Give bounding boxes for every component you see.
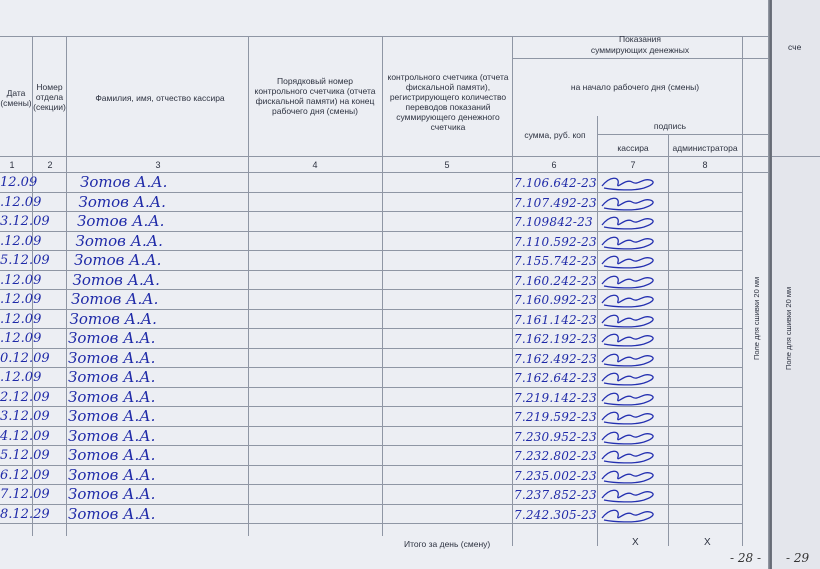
row-amount: 7.235.002-23	[514, 469, 597, 483]
row-date: .12.09	[0, 331, 42, 346]
row-amount: 7.160.992-23	[514, 293, 597, 307]
row-amount: 7.232.802-23	[514, 449, 597, 463]
row-date: 7.12.09	[0, 487, 50, 502]
row-cashier-name: Зотов А.А.	[69, 310, 157, 328]
row-amount: 7.162.642-23	[514, 371, 597, 385]
row-date: 8.12.29	[0, 507, 50, 522]
row-date: .12.09	[0, 312, 42, 327]
row-cashier-name: Зотов А.А.	[68, 329, 156, 347]
row-cashier-name: Зотов А.А.	[78, 193, 166, 211]
next-page-line	[772, 156, 820, 157]
row-cashier-name: Зотов А.А.	[68, 446, 156, 464]
total-x-cashier: Х	[632, 537, 639, 548]
binding-label-2: Поле для сшивки 20 мм	[784, 286, 793, 370]
header-counter-transfer: контрольного счетчика (отчета фискальной памяти), регистрирующего количество переводов показаний суммирующего денежного счетчика	[387, 72, 509, 132]
row-cashier-name: Зотов А.А.	[68, 427, 156, 445]
row-cashier-name: Зотов А.А.	[68, 388, 156, 406]
row-date: .12.09	[0, 292, 42, 307]
row-date: 0.12.09	[0, 351, 50, 366]
row-date: .12.09	[0, 370, 42, 385]
header-bottom-line	[0, 156, 770, 157]
row-cashier-name: Зотов А.А.	[68, 368, 156, 386]
page-number-left: - 28 -	[730, 551, 762, 565]
row-cashier-signature	[600, 406, 658, 428]
row-date: 2.12.09	[0, 390, 50, 405]
row-date: .12.09	[0, 195, 42, 210]
header-readings-title: Показания	[618, 34, 662, 44]
row-cashier-signature	[600, 289, 658, 311]
col-divider-3	[248, 36, 249, 536]
row-amount: 7.160.242-23	[514, 274, 597, 288]
col-divider-6	[597, 116, 598, 546]
row-date: 3.12.09	[0, 409, 50, 424]
row-cashier-signature	[600, 211, 658, 233]
column-number-8: 8	[702, 160, 708, 170]
column-number-2: 2	[47, 160, 53, 170]
header-sum: сумма, руб. коп	[524, 130, 586, 140]
row-cashier-name: Зотов А.А.	[68, 349, 156, 367]
row-date: 5.12.09	[0, 448, 50, 463]
total-label: Итого за день (смену)	[404, 539, 491, 549]
row-cashier-name: Зотов А.А.	[74, 251, 162, 269]
row-date: 12.09	[0, 175, 38, 190]
column-number-5: 5	[444, 160, 450, 170]
column-number-6: 6	[551, 160, 557, 170]
header-counter-end: Порядковый номер контрольного счетчика (отчета фискальной памяти) на конец рабочего дня (смены)	[254, 76, 376, 116]
row-date: 6.12.09	[0, 468, 50, 483]
row-cashier-signature	[600, 328, 658, 350]
col-divider-4	[382, 36, 383, 536]
row-amount: 7.107.492-23	[514, 196, 597, 210]
header-date: Дата (смены)	[0, 88, 32, 108]
row-amount: 7.161.142-23	[514, 313, 597, 327]
row-date: .12.09	[0, 273, 42, 288]
row-cashier-name: Зотов А.А.	[71, 290, 159, 308]
header-signature: подпись	[653, 121, 687, 131]
row-amount: 7.230.952-23	[514, 430, 597, 444]
row-cashier-name: Зотов А.А.	[80, 173, 168, 191]
total-x-admin: Х	[704, 537, 711, 548]
column-number-3: 3	[155, 160, 161, 170]
header-signature-line	[597, 134, 770, 135]
row-cashier-name: Зотов А.А.	[72, 271, 160, 289]
next-page-header-fragment: сче	[788, 42, 802, 52]
header-cashier: Фамилия, имя, отчество кассира	[95, 93, 225, 103]
header-readings-line	[512, 58, 770, 59]
column-number-4: 4	[312, 160, 318, 170]
row-date: .12.09	[0, 234, 42, 249]
row-amount: 7.155.742-23	[514, 254, 597, 268]
header-dept: Номер отдела (секции)	[33, 82, 66, 112]
row-amount: 7.106.642-23	[514, 176, 597, 190]
row-cashier-name: Зотов А.А.	[68, 485, 156, 503]
column-number-1: 1	[9, 160, 15, 170]
page-number-right: - 29	[786, 551, 810, 565]
row-cashier-signature	[600, 172, 658, 194]
row-amount: 7.219.592-23	[514, 410, 597, 424]
row-amount: 7.219.142-23	[514, 391, 597, 405]
row-cashier-signature	[600, 445, 658, 467]
col-divider-5	[512, 36, 513, 546]
row-amount: 7.162.192-23	[514, 332, 597, 346]
row-amount: 7.110.592-23	[514, 235, 597, 249]
row-amount: 7.237.852-23	[514, 488, 597, 502]
row-amount: 7.242.305-23	[514, 508, 597, 522]
header-sig-admin: администратора	[672, 143, 738, 153]
ledger-page-right	[772, 0, 820, 569]
row-cashier-name: Зотов А.А.	[68, 466, 156, 484]
row-cashier-signature	[600, 484, 658, 506]
row-amount: 7.109842-23	[514, 215, 593, 229]
row-cashier-name: Зотов А.А.	[77, 212, 165, 230]
col-divider-8	[742, 36, 743, 546]
row-cashier-name: Зотов А.А.	[68, 407, 156, 425]
row-date: 3.12.09	[0, 214, 50, 229]
column-number-7: 7	[630, 160, 636, 170]
row-cashier-name: Зотов А.А.	[75, 232, 163, 250]
header-readings-sub: суммирующих денежных	[590, 45, 690, 55]
row-date: 4.12.09	[0, 429, 50, 444]
row-cashier-name: Зотов А.А.	[68, 505, 156, 523]
header-sig-cashier: кассира	[617, 143, 649, 153]
row-cashier-signature	[600, 250, 658, 272]
col-divider-2	[66, 36, 67, 536]
row-amount: 7.162.492-23	[514, 352, 597, 366]
row-cashier-signature	[600, 367, 658, 389]
binding-label-1: Поле для сшивки 20 мм	[752, 276, 761, 360]
header-readings-start: на начало рабочего дня (смены)	[570, 82, 700, 92]
row-date: 5.12.09	[0, 253, 50, 268]
row-cashier-signature	[600, 504, 658, 526]
